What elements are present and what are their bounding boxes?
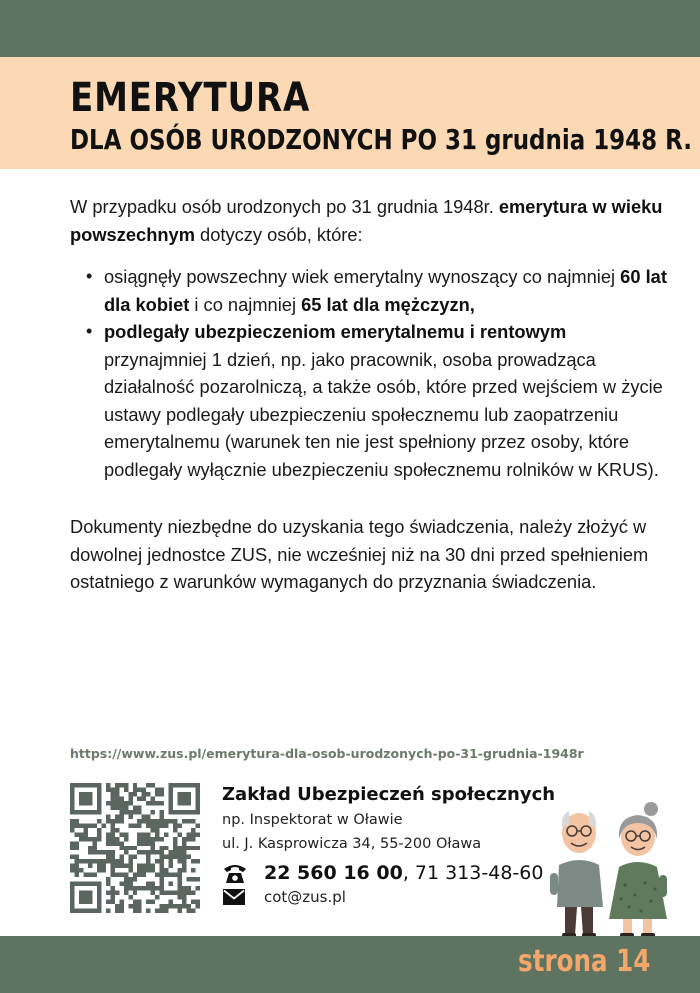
page-title: EMERYTURA [70, 75, 311, 121]
page-number: strona 14 [517, 944, 650, 979]
telephone-icon [222, 860, 248, 886]
intro-paragraph: W przypadku osób urodzonych po 31 grudnia 1948r. emerytura w wieku powszechnym dotyczy osób, które: [70, 196, 663, 245]
page-subtitle: DLA OSÓB URODZONYCH PO 31 grudnia 1948 R. [70, 123, 692, 156]
conditions-list [70, 263, 670, 483]
main-content [70, 193, 670, 596]
office-address: ul. J. Kasprowicza 34, 55-200 Oława [222, 836, 482, 852]
mail-row [222, 888, 346, 906]
envelope-icon [222, 888, 246, 906]
email[interactable]: cot@zus.pl [264, 888, 346, 906]
top-bar [0, 0, 700, 57]
org-name: Zakład Ubezpieczeń społecznych [222, 784, 556, 805]
office-name: np. Inspektorat w Oławie [222, 812, 403, 828]
documents-paragraph: Dokumenty niezbędne do uzyskania tego świadczenia, należy złożyć w dowolnej jednostce ZUS, nie wcześniej niż na 30 dni przed spełnieniem ostatniego z warunków wymaganych do przyznania świadczenia. [70, 516, 649, 592]
elderly-couple-illustration [535, 795, 685, 940]
condition-insurance: • podlegały ubezpieczeniom emerytalnemu i rentowym przynajmniej 1 dzień, np. jako pracownik, osoba prowadząca działalność pozarolniczą, a także osób, które przed wejściem w życie ustawy podlegały ubezpieczeniu społecznemu lub zaopatrzeniu emerytalnemu (warunek ten nie jest spełniony przez osoby, które podlegały wyłącznie ubezpieczeniu społecznemu rolników w KRUS). [104, 318, 670, 483]
qr-code [70, 783, 200, 913]
condition-age: • osiągnęły powszechny wiek emerytalny wynoszący co najmniej 60 lat dla kobiet i co najmniej 65 lat dla mężczyzn, [104, 263, 670, 318]
phone-main[interactable]: 22 560 16 00 [264, 862, 403, 884]
phone-alt[interactable]: , 71 313-48-60 [402, 862, 544, 884]
source-url[interactable]: https://www.zus.pl/emerytura-dla-osob-urodzonych-po-31-grudnia-1948r [70, 746, 584, 761]
phone-row [222, 860, 543, 886]
